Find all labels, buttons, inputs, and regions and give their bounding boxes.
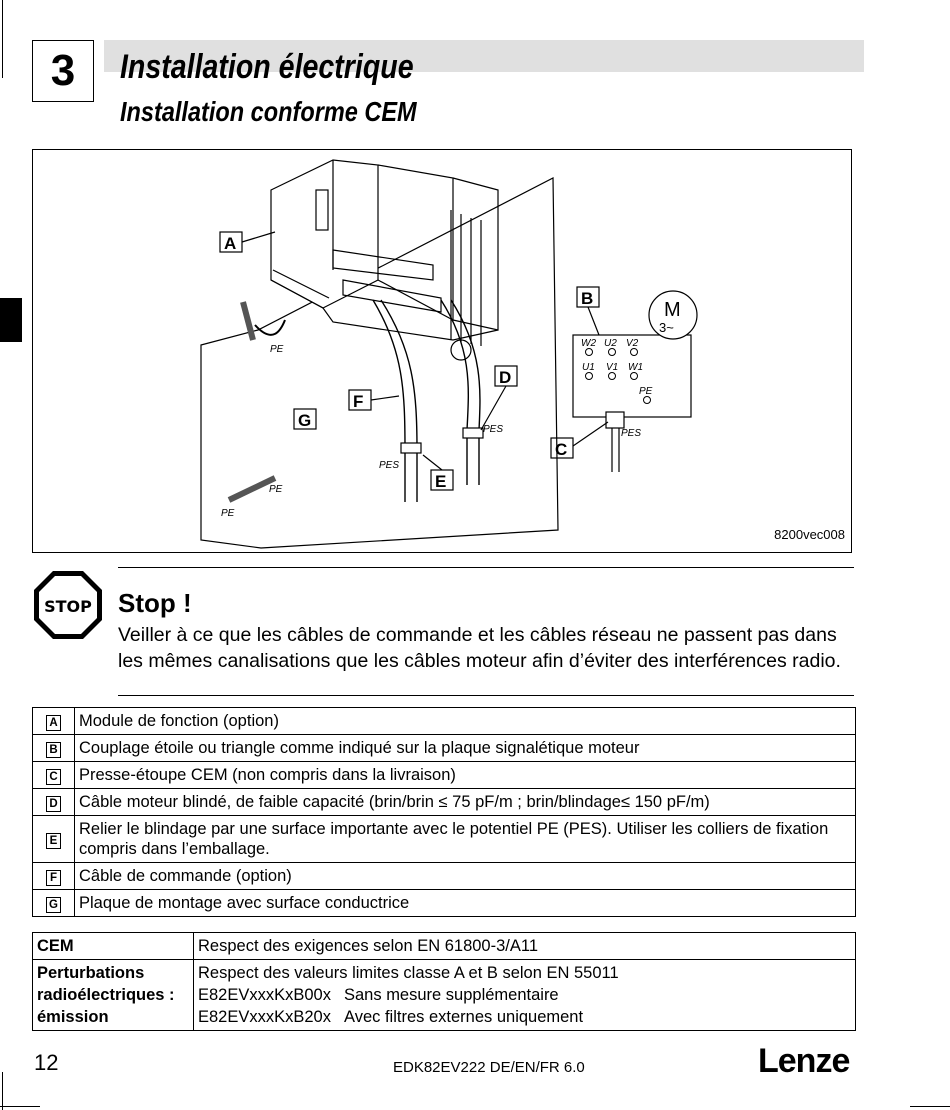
callout-f: F xyxy=(353,392,364,411)
pe-label: PE xyxy=(269,484,283,495)
legend-key: D xyxy=(46,796,61,812)
product-note: Sans mesure supplémentaire xyxy=(344,986,559,1004)
terminal-label: U2 xyxy=(604,338,617,349)
crop-mark xyxy=(2,0,3,78)
product-code: E82EVxxxKxB20x xyxy=(198,1008,331,1026)
table-row xyxy=(33,762,856,789)
terminal-label: W1 xyxy=(628,362,643,373)
legend-key: B xyxy=(46,742,61,758)
table-row xyxy=(33,816,856,863)
legend-text: Presse-étoupe CEM (non compris dans la livraison) xyxy=(75,762,856,789)
stop-title: Stop ! xyxy=(118,588,192,618)
pes-label: PES xyxy=(379,460,400,471)
table-row xyxy=(33,890,856,917)
callout-c: C xyxy=(555,440,568,459)
terminal-label: U1 xyxy=(582,362,595,373)
figure-reference: 8200vec008 xyxy=(774,527,845,542)
pes-label: PES xyxy=(483,424,504,435)
terminal-label: W2 xyxy=(581,338,596,349)
page-number: 12 xyxy=(34,1050,59,1075)
legend-text: Câble moteur blindé, de faible capacité (brin/brin ≤ 75 pF/m ; brin/blindage≤ 150 pF/m) xyxy=(75,789,856,816)
callout-b: B xyxy=(581,289,594,308)
table-row xyxy=(33,863,856,890)
table-row xyxy=(33,708,856,735)
divider xyxy=(118,567,854,568)
chapter-number: 3 xyxy=(32,40,94,102)
emc-value: Respect des exigences selon EN 61800-3/A11 xyxy=(194,933,856,960)
table-row xyxy=(33,960,856,1031)
legend-key: C xyxy=(46,769,61,785)
legend-text: Relier le blindage par une surface importante avec le potentiel PE (PES). Utiliser les colliers de fixation compris dans l’emballage. xyxy=(75,816,856,863)
pe-label: PE xyxy=(221,508,235,519)
page-subtitle: Installation conforme CEM xyxy=(120,96,417,127)
emc-table xyxy=(32,932,856,1031)
terminal-label: V1 xyxy=(606,362,619,373)
installation-diagram xyxy=(32,149,852,553)
divider xyxy=(118,695,854,696)
installation-drawing xyxy=(33,150,853,554)
emc-label: Perturbations radioélectriques : émission xyxy=(33,960,194,1031)
brand-logo: Lenze xyxy=(758,1042,850,1080)
chapter-tab-marker xyxy=(0,298,22,342)
crop-mark xyxy=(0,1106,40,1107)
emc-value-line: Respect des valeurs limites classe A et B selon EN 55011 xyxy=(198,964,619,982)
crop-mark xyxy=(910,1106,950,1107)
motor-phase-label: 3~ xyxy=(659,320,674,335)
legend-text: Câble de commande (option) xyxy=(75,863,856,890)
motor-label: M xyxy=(664,299,681,321)
product-code: E82EVxxxKxB00x xyxy=(198,986,331,1004)
crop-mark xyxy=(2,1072,3,1110)
legend-text: Plaque de montage avec surface conductrice xyxy=(75,890,856,917)
table-row xyxy=(33,735,856,762)
stop-sign-text: STOP xyxy=(44,597,92,616)
table-row xyxy=(33,933,856,960)
callout-e: E xyxy=(435,472,447,491)
legend-text: Couplage étoile ou triangle comme indiqué sur la plaque signalétique moteur xyxy=(75,735,856,762)
legend-key: G xyxy=(46,897,61,913)
stop-icon xyxy=(32,569,104,641)
document-id: EDK82EV222 DE/EN/FR 6.0 xyxy=(393,1059,585,1076)
callout-d: D xyxy=(499,368,512,387)
emc-value xyxy=(194,960,856,1031)
table-row xyxy=(33,789,856,816)
callout-a: A xyxy=(224,234,237,253)
emc-value-line xyxy=(198,1006,851,1028)
terminal-label: V2 xyxy=(626,338,639,349)
emc-value-line xyxy=(198,984,851,1006)
callout-g: G xyxy=(298,411,312,430)
pes-label: PES xyxy=(621,428,642,439)
legend-table xyxy=(32,707,856,917)
emc-label: CEM xyxy=(33,933,194,960)
legend-text: Module de fonction (option) xyxy=(75,708,856,735)
product-note: Avec filtres externes uniquement xyxy=(344,1008,584,1026)
page-title: Installation électrique xyxy=(120,48,414,86)
pe-label: PE xyxy=(270,344,284,355)
legend-key: F xyxy=(46,870,61,886)
pe-label: PE xyxy=(639,386,653,397)
legend-key: E xyxy=(46,833,61,849)
legend-key: A xyxy=(46,715,61,731)
stop-text: Veiller à ce que les câbles de commande et les câbles réseau ne passent pas dans les mêmes canalisations que les câbles moteur afin d’éviter des interférences radio. xyxy=(118,624,841,672)
